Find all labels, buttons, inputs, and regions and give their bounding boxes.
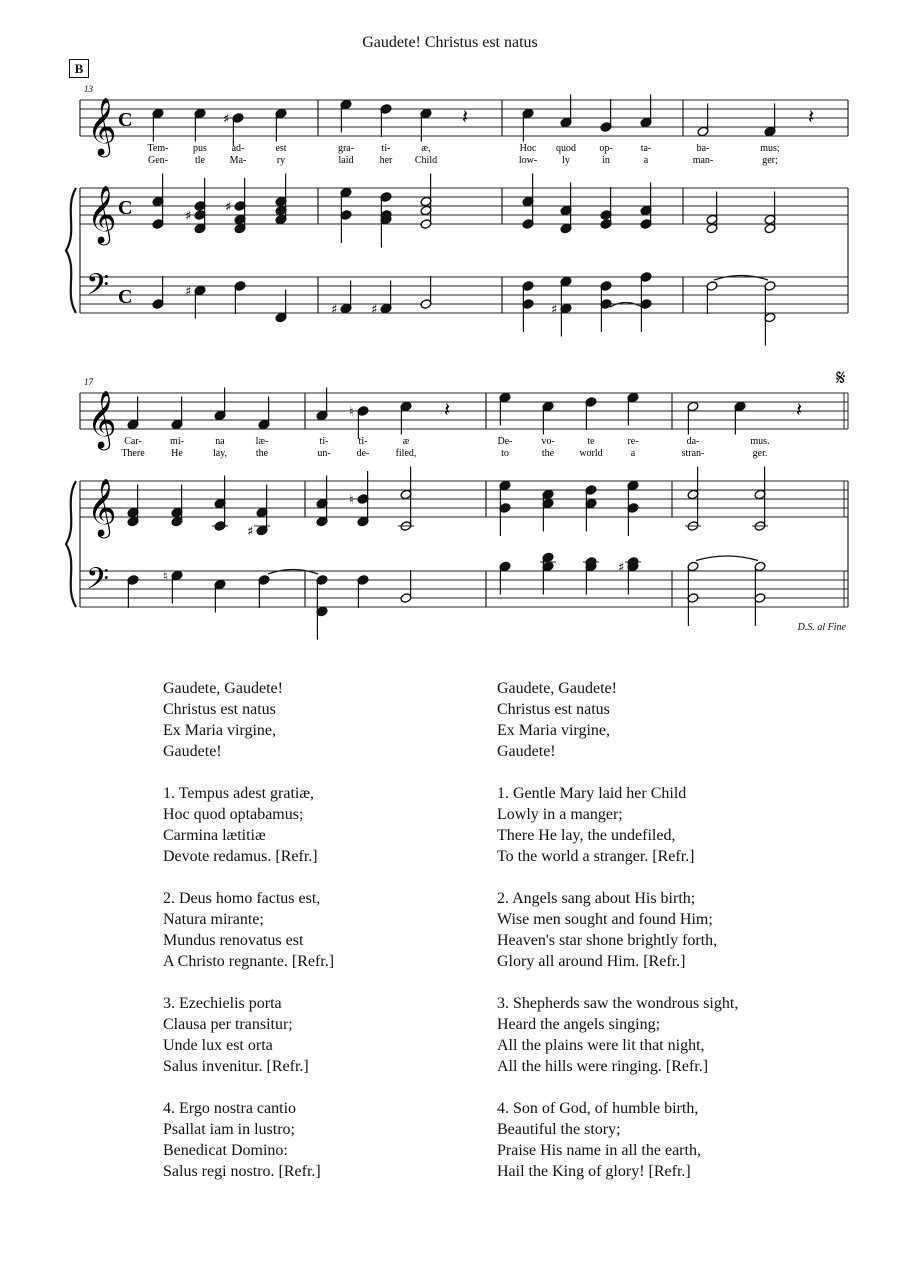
latin-stanza bbox=[163, 678, 463, 762]
quarter-rest: 𝄽 bbox=[444, 397, 451, 422]
lyric-syllable-latin: De- bbox=[497, 436, 513, 447]
bass-clef: 𝄢 bbox=[86, 268, 110, 310]
lyric-syllable-english: in bbox=[602, 155, 610, 166]
verse-line: 3. Shepherds saw the wondrous sight, bbox=[497, 995, 739, 1012]
sharp-sign: ♯ bbox=[331, 302, 338, 318]
verse-line: A Christo regnante. [Refr.] bbox=[163, 953, 335, 970]
verse-line: 1. Tempus adest gratiæ, bbox=[163, 785, 315, 802]
note bbox=[357, 575, 369, 608]
note bbox=[499, 480, 511, 536]
verse-line: Salus regi nostro. [Refr.] bbox=[163, 1163, 321, 1180]
treble-clef: 𝄞 bbox=[87, 97, 117, 155]
lyric-syllable-latin: ti- bbox=[319, 436, 329, 447]
lyric-syllable-english: un- bbox=[317, 448, 331, 459]
verse-line: Gaudete! bbox=[497, 743, 556, 760]
ds-al-fine-direction: D.S. al Fine bbox=[797, 622, 846, 633]
english-stanza bbox=[497, 1098, 827, 1182]
note bbox=[522, 174, 534, 230]
verse-line: Clausa per transitur; bbox=[163, 1016, 293, 1033]
lyric-syllable-latin: vo- bbox=[541, 436, 555, 447]
lyric-syllable-latin: ba- bbox=[696, 143, 710, 154]
song-title: Gaudete! Christus est natus bbox=[362, 34, 538, 51]
lyric-syllable-english: ger; bbox=[762, 155, 778, 166]
segno-sign: 𝄋 bbox=[836, 366, 846, 391]
lyric-syllable-english: a bbox=[643, 155, 649, 166]
lyric-syllable-english: low- bbox=[518, 155, 538, 166]
latin-stanza bbox=[163, 993, 463, 1077]
lyric-syllable-english: her bbox=[379, 155, 393, 166]
english-stanza bbox=[497, 678, 827, 762]
lyric-syllable-latin: Hoc bbox=[519, 143, 537, 154]
rehearsal-mark: B bbox=[69, 59, 89, 78]
note bbox=[247, 485, 270, 540]
note bbox=[127, 485, 139, 527]
english-stanza bbox=[497, 783, 827, 867]
lyric-syllable-english: the bbox=[541, 448, 555, 459]
tie bbox=[696, 556, 758, 561]
note bbox=[627, 480, 639, 536]
lyric-syllable-english: lay, bbox=[212, 448, 228, 459]
latin-stanza bbox=[163, 1098, 463, 1182]
lyric-syllable-latin: mus; bbox=[760, 143, 780, 154]
lyric-syllable-latin: est bbox=[275, 143, 287, 154]
verse-line: Gaudete! bbox=[163, 743, 222, 760]
quarter-rest: 𝄽 bbox=[808, 104, 815, 129]
verse-line: Christus est natus bbox=[497, 701, 610, 718]
note bbox=[340, 187, 352, 243]
lyric-syllable-latin: mi- bbox=[170, 436, 184, 447]
lyric-syllable-latin: te bbox=[587, 436, 595, 447]
verse-line: Devote redamus. [Refr.] bbox=[163, 848, 318, 865]
verse-line: Ex Maria virgine, bbox=[163, 722, 277, 739]
lyric-syllable-latin: mus. bbox=[750, 436, 770, 447]
verse-line: Gaudete, Gaudete! bbox=[497, 680, 617, 697]
natural-sign: ♮ bbox=[349, 405, 354, 420]
lyric-syllable-latin: na bbox=[215, 436, 225, 447]
note bbox=[764, 192, 776, 234]
verse-line: To the world a stranger. [Refr.] bbox=[497, 848, 695, 865]
note bbox=[585, 397, 597, 430]
lyric-syllable-english: There bbox=[121, 448, 145, 459]
quarter-rest: 𝄽 bbox=[462, 104, 469, 129]
latin-stanza bbox=[163, 783, 463, 867]
lyric-syllable-english: laid bbox=[338, 155, 354, 166]
piano-bass-staff-system-2 bbox=[80, 571, 848, 607]
verse-line: Salus invenitur. [Refr.] bbox=[163, 1058, 309, 1075]
english-stanza bbox=[497, 993, 827, 1077]
measure-number: 13 bbox=[84, 84, 93, 94]
verse-line: Glory all around Him. [Refr.] bbox=[497, 953, 686, 970]
quarter-rest: 𝄽 bbox=[796, 397, 803, 422]
lyric-syllable-latin: æ, bbox=[421, 143, 431, 154]
sharp-sign: ♯ bbox=[247, 524, 254, 540]
note bbox=[600, 99, 612, 132]
verse-line: Christus est natus bbox=[163, 701, 276, 718]
lyric-syllable-english: a bbox=[630, 448, 636, 459]
sharp-sign: ♯ bbox=[185, 209, 192, 224]
time-signature: C bbox=[118, 109, 133, 132]
note bbox=[600, 187, 612, 229]
sharp-sign: ♯ bbox=[371, 302, 378, 318]
note bbox=[540, 552, 556, 594]
lyric-syllable-latin: læ- bbox=[255, 436, 269, 447]
sharp-sign: ♯ bbox=[618, 560, 625, 576]
lyric-syllable-english: ger. bbox=[752, 448, 768, 459]
verse-line: Beautiful the story; bbox=[497, 1121, 621, 1138]
sharp-sign: ♯ bbox=[551, 302, 558, 318]
measure-number: 17 bbox=[84, 377, 93, 387]
verse-line: All the hills were ringing. [Refr.] bbox=[497, 1058, 709, 1075]
sharp-sign: ♯ bbox=[225, 200, 232, 215]
note bbox=[127, 575, 139, 608]
latin-stanza bbox=[163, 888, 463, 972]
bass-clef: 𝄢 bbox=[86, 562, 110, 604]
lyric-syllable-latin: Tem- bbox=[147, 143, 169, 154]
lyric-syllable-english: to bbox=[501, 448, 509, 459]
lyric-syllable-latin: æ bbox=[402, 436, 410, 447]
lyric-syllable-latin: ti- bbox=[358, 436, 368, 447]
note bbox=[542, 489, 554, 531]
verse-line: Heard the angels singing; bbox=[497, 1016, 661, 1033]
note bbox=[349, 471, 369, 527]
note bbox=[551, 276, 572, 336]
verse-line: Mundus renovatus est bbox=[163, 932, 304, 949]
treble-clef: 𝄞 bbox=[87, 478, 117, 536]
lyric-syllable-latin: gra- bbox=[337, 143, 355, 154]
natural-sign: ♮ bbox=[349, 493, 354, 508]
vocal-staff-system-2 bbox=[80, 393, 848, 429]
verse-line: Natura mirante; bbox=[163, 911, 264, 928]
treble-clef: 𝄞 bbox=[87, 390, 117, 448]
english-verses-column bbox=[497, 678, 827, 1203]
verse-line: All the plains were lit that night, bbox=[497, 1037, 705, 1054]
lyric-syllable-english: man- bbox=[692, 155, 714, 166]
note bbox=[275, 174, 287, 225]
verse-line: There He lay, the undefiled, bbox=[497, 827, 676, 844]
lyric-syllable-english: de- bbox=[356, 448, 370, 459]
note bbox=[706, 192, 718, 234]
note bbox=[223, 112, 244, 146]
lyric-syllable-latin: pus bbox=[193, 143, 207, 154]
note bbox=[258, 575, 270, 608]
lyric-syllable-latin: ti- bbox=[381, 143, 391, 154]
note bbox=[212, 476, 228, 532]
lyric-syllable-english: tle bbox=[195, 155, 205, 166]
verse-line: Hail the King of glory! [Refr.] bbox=[497, 1163, 691, 1180]
note bbox=[380, 104, 392, 137]
natural-sign: ♮ bbox=[163, 569, 168, 585]
english-stanza bbox=[497, 888, 827, 972]
note bbox=[234, 281, 246, 314]
verse-line: Ex Maria virgine, bbox=[497, 722, 611, 739]
tie bbox=[610, 303, 642, 308]
time-signature: C bbox=[118, 286, 133, 309]
note bbox=[152, 174, 164, 230]
verse-line: 2. Deus homo factus est, bbox=[163, 890, 321, 907]
verse-line: Carmina lætitiæ bbox=[163, 827, 266, 844]
note bbox=[640, 272, 652, 332]
note bbox=[225, 178, 246, 234]
lyric-syllable-english: the bbox=[255, 448, 269, 459]
lyric-syllable-english: stran- bbox=[681, 448, 705, 459]
note bbox=[560, 183, 572, 234]
tie bbox=[714, 276, 768, 281]
verse-line: Psallat iam in lustro; bbox=[163, 1121, 295, 1138]
verse-line: Gaudete, Gaudete! bbox=[163, 680, 283, 697]
tie bbox=[268, 570, 318, 575]
lyric-syllable-english: filed, bbox=[395, 448, 417, 459]
latin-verses-column bbox=[163, 678, 463, 1203]
note bbox=[380, 192, 392, 248]
verse-line: Praise His name in all the earth, bbox=[497, 1142, 701, 1159]
verse-line: Unde lux est orta bbox=[163, 1037, 273, 1054]
lyric-syllable-english: Gen- bbox=[148, 155, 168, 166]
sharp-sign: ♯ bbox=[185, 284, 192, 300]
lyric-syllable-english: Ma- bbox=[229, 155, 247, 166]
lyric-syllable-latin: re- bbox=[627, 436, 639, 447]
lyric-syllable-english: Child bbox=[414, 155, 438, 166]
lyric-syllable-english: He bbox=[171, 448, 183, 459]
lyric-syllable-latin: Car- bbox=[124, 436, 142, 447]
note bbox=[171, 485, 183, 527]
lyric-syllable-latin: op- bbox=[599, 143, 613, 154]
time-signature: C bbox=[118, 197, 133, 220]
verse-line: 4. Ergo nostra cantio bbox=[163, 1100, 297, 1117]
note bbox=[706, 281, 718, 314]
lyric-syllable-latin: quod bbox=[556, 143, 576, 154]
lyric-syllable-latin: da- bbox=[686, 436, 700, 447]
verse-line: Benedicat Domino: bbox=[163, 1142, 288, 1159]
verse-line: Hoc quod optabamus; bbox=[163, 806, 304, 823]
note bbox=[316, 476, 328, 527]
lyric-syllable-english: world bbox=[579, 448, 603, 459]
verse-line: Wise men sought and found Him; bbox=[497, 911, 713, 928]
lyric-syllable-latin: ta- bbox=[640, 143, 652, 154]
note bbox=[420, 174, 432, 230]
note bbox=[400, 570, 412, 603]
note bbox=[349, 405, 369, 439]
sharp-sign: ♯ bbox=[223, 112, 230, 127]
piano-brace bbox=[66, 188, 76, 313]
note bbox=[420, 276, 432, 309]
piano-brace bbox=[66, 481, 76, 607]
verse-line: Lowly in a manger; bbox=[497, 806, 623, 823]
note bbox=[152, 276, 164, 309]
lyric-syllable-english: ry bbox=[276, 155, 286, 166]
piano-treble-staff-system-2 bbox=[80, 481, 848, 517]
note bbox=[522, 281, 534, 332]
verse-line: 3. Ezechielis porta bbox=[163, 995, 282, 1012]
treble-clef: 𝄞 bbox=[87, 185, 117, 243]
verse-line: 2. Angels sang about His birth; bbox=[497, 890, 696, 907]
lyric-syllable-latin: ad- bbox=[231, 143, 245, 154]
verse-line: Heaven's star shone brightly forth, bbox=[497, 932, 718, 949]
verse-line: 1. Gentle Mary laid her Child bbox=[497, 785, 687, 802]
verse-line: 4. Son of God, of humble birth, bbox=[497, 1100, 699, 1117]
lyric-syllable-english: ly bbox=[562, 155, 570, 166]
